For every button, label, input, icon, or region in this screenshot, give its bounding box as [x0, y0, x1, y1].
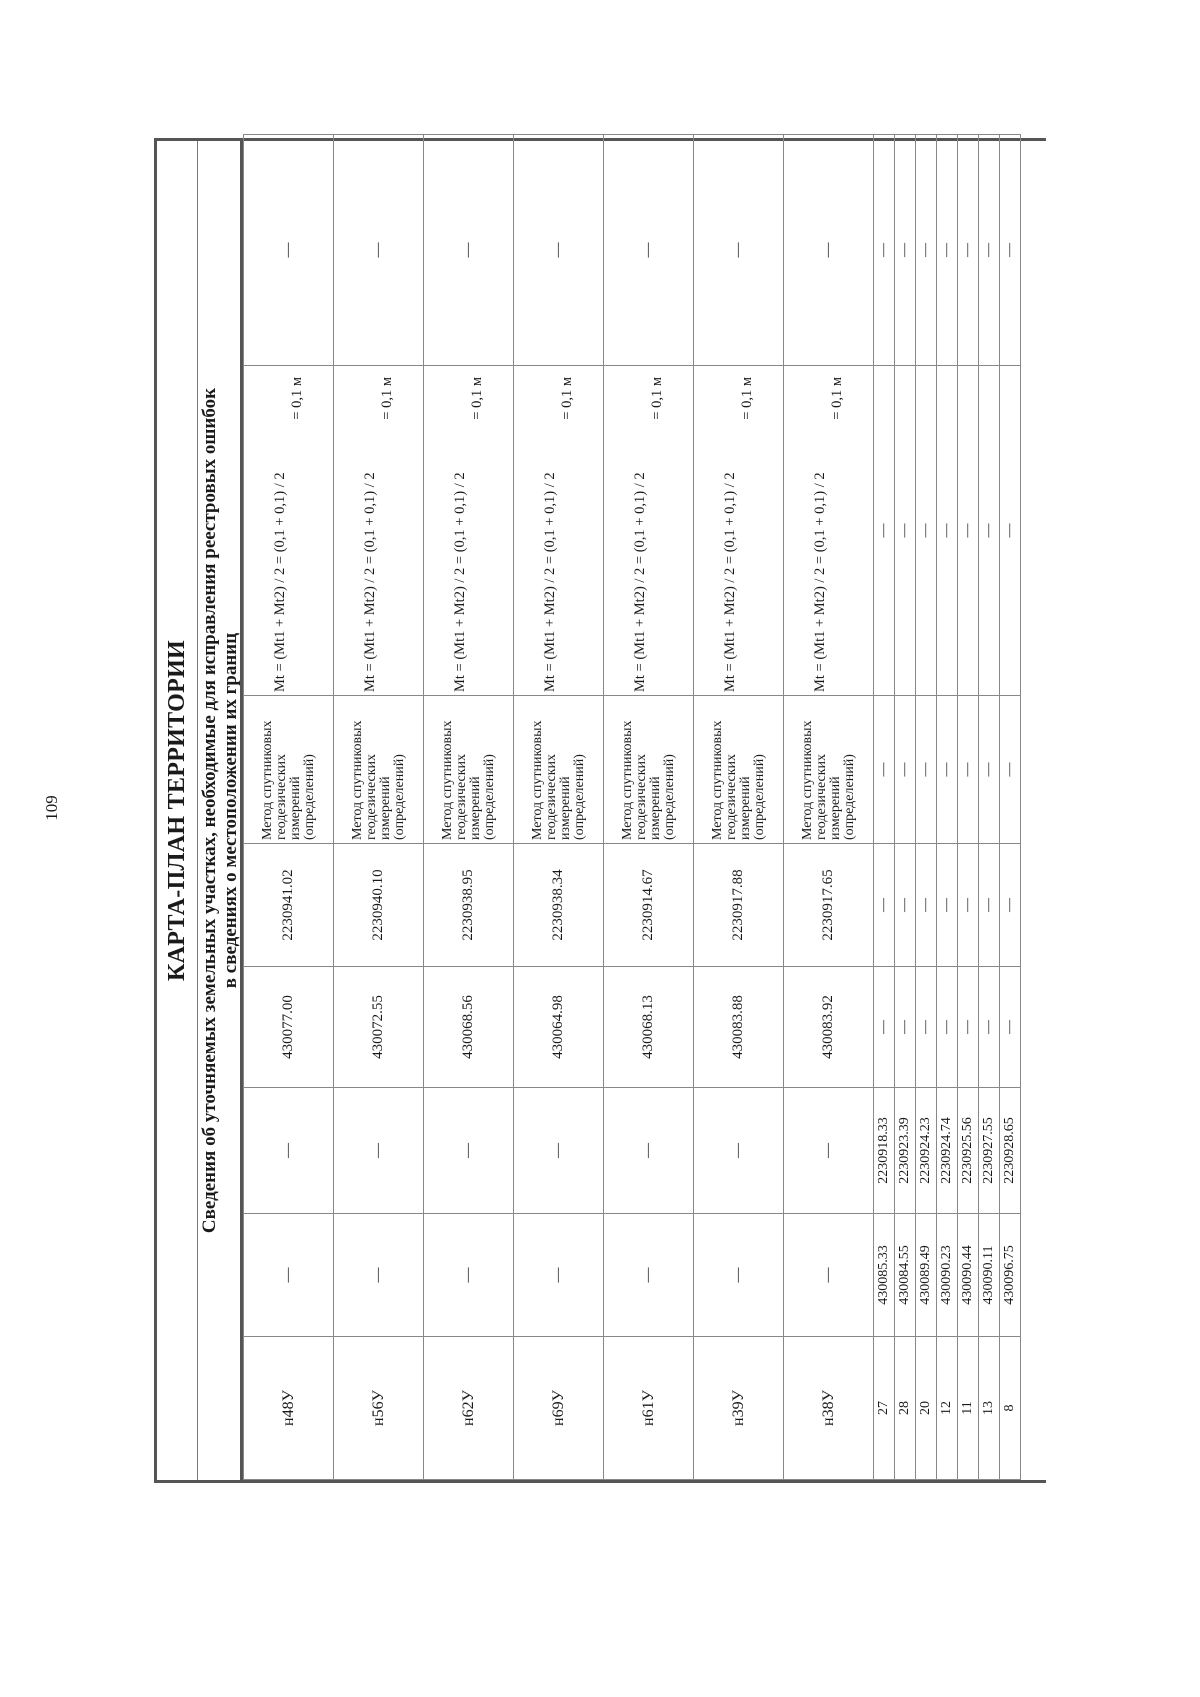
- accuracy-formula-cell: [514, 366, 604, 696]
- extra-cell: —: [334, 135, 424, 366]
- method-cell: Метод спутниковых геодезических измерений (определений): [604, 696, 694, 844]
- extra-cell: —: [895, 135, 916, 366]
- points-table: [243, 134, 1021, 1480]
- table-row: [916, 135, 937, 1480]
- extra-cell: —: [694, 135, 784, 366]
- page-number: 109: [42, 795, 61, 821]
- new-y-cell: 2230941.02: [244, 844, 334, 967]
- old-x-cell: —: [694, 1214, 784, 1337]
- new-x-cell: 430068.56: [424, 967, 514, 1088]
- method-cell: —: [1000, 696, 1021, 844]
- old-x-cell: —: [334, 1214, 424, 1337]
- title-block: [157, 141, 243, 1480]
- old-y-cell: 2230924.74: [937, 1088, 958, 1214]
- new-y-cell: 2230914.67: [604, 844, 694, 967]
- new-y-cell: —: [979, 844, 1000, 967]
- old-x-cell: —: [424, 1214, 514, 1337]
- formula-text: Mt = (Mt1 + Mt2) / 2 = (0,1 + 0,1) / 2: [271, 472, 288, 692]
- new-y-cell: 2230940.10: [334, 844, 424, 967]
- old-y-cell: 2230924.23: [916, 1088, 937, 1214]
- new-y-cell: 2230917.65: [784, 844, 874, 967]
- old-x-cell: 430085.33: [874, 1214, 895, 1337]
- extra-cell: —: [979, 135, 1000, 366]
- old-y-cell: 2230928.65: [1000, 1088, 1021, 1214]
- formula-result: = 0,1 м: [288, 377, 305, 420]
- formula-result: = 0,1 м: [828, 377, 845, 420]
- accuracy-formula-cell: [604, 366, 694, 696]
- page-subtitle: [198, 141, 241, 1480]
- old-y-cell: —: [244, 1088, 334, 1214]
- formula-result: = 0,1 м: [378, 377, 395, 420]
- point-name-cell: 28: [895, 1337, 916, 1480]
- accuracy-formula-cell: [424, 366, 514, 696]
- formula-result: = 0,1 м: [468, 377, 485, 420]
- table-row: [424, 135, 514, 1480]
- formula-text: Mt = (Mt1 + Mt2) / 2 = (0,1 + 0,1) / 2: [451, 472, 468, 692]
- new-y-cell: —: [895, 844, 916, 967]
- method-cell: —: [874, 696, 895, 844]
- new-x-cell: —: [874, 967, 895, 1088]
- table-row: [958, 135, 979, 1480]
- method-cell: —: [916, 696, 937, 844]
- old-y-cell: —: [334, 1088, 424, 1214]
- table-row: [604, 135, 694, 1480]
- method-cell: Метод спутниковых геодезических измерений (определений): [694, 696, 784, 844]
- point-name-cell: 20: [916, 1337, 937, 1480]
- old-x-cell: —: [514, 1214, 604, 1337]
- old-x-cell: —: [244, 1214, 334, 1337]
- new-x-cell: 430064.98: [514, 967, 604, 1088]
- extra-cell: —: [244, 135, 334, 366]
- accuracy-formula-cell: [334, 366, 424, 696]
- point-name-cell: 27: [874, 1337, 895, 1480]
- method-cell: Метод спутниковых геодезических измерений (определений): [514, 696, 604, 844]
- table-row: [874, 135, 895, 1480]
- subtitle-line-2: в сведениях о местоположении их границ: [220, 632, 241, 989]
- page-title: КАРТА-ПЛАН ТЕРРИТОРИИ: [157, 141, 198, 1480]
- document-sheet: [154, 138, 1046, 1483]
- old-x-cell: —: [784, 1214, 874, 1337]
- extra-cell: —: [958, 135, 979, 366]
- point-name-cell: н56У: [334, 1337, 424, 1480]
- table-row: [244, 135, 334, 1480]
- old-y-cell: —: [424, 1088, 514, 1214]
- old-y-cell: 2230918.33: [874, 1088, 895, 1214]
- point-name-cell: н61У: [604, 1337, 694, 1480]
- table-row: [694, 135, 784, 1480]
- old-x-cell: 430090.44: [958, 1214, 979, 1337]
- old-x-cell: 430089.49: [916, 1214, 937, 1337]
- formula-result: = 0,1 м: [648, 377, 665, 420]
- table-row: [895, 135, 916, 1480]
- extra-cell: —: [424, 135, 514, 366]
- old-y-cell: 2230927.55: [979, 1088, 1000, 1214]
- old-y-cell: —: [784, 1088, 874, 1214]
- new-y-cell: —: [874, 844, 895, 967]
- new-x-cell: 430083.92: [784, 967, 874, 1088]
- extra-cell: —: [937, 135, 958, 366]
- point-name-cell: н48У: [244, 1337, 334, 1480]
- old-x-cell: 430090.23: [937, 1214, 958, 1337]
- new-x-cell: 430068.13: [604, 967, 694, 1088]
- table-row: [334, 135, 424, 1480]
- extra-cell: —: [916, 135, 937, 366]
- new-x-cell: 430072.55: [334, 967, 424, 1088]
- method-cell: Метод спутниковых геодезических измерений (определений): [244, 696, 334, 844]
- points-table-body: [244, 135, 1021, 1480]
- formula-text: Mt = (Mt1 + Mt2) / 2 = (0,1 + 0,1) / 2: [631, 472, 648, 692]
- accuracy-formula-cell: —: [979, 366, 1000, 696]
- accuracy-formula-cell: [244, 366, 334, 696]
- table-row: [784, 135, 874, 1480]
- extra-cell: —: [874, 135, 895, 366]
- old-x-cell: 430084.55: [895, 1214, 916, 1337]
- old-y-cell: —: [604, 1088, 694, 1214]
- method-cell: —: [895, 696, 916, 844]
- formula-text: Mt = (Mt1 + Mt2) / 2 = (0,1 + 0,1) / 2: [361, 472, 378, 692]
- old-x-cell: 430090.11: [979, 1214, 1000, 1337]
- new-y-cell: 2230917.88: [694, 844, 784, 967]
- accuracy-formula-cell: —: [874, 366, 895, 696]
- accuracy-formula-cell: —: [916, 366, 937, 696]
- old-x-cell: 430096.75: [1000, 1214, 1021, 1337]
- formula-text: Mt = (Mt1 + Mt2) / 2 = (0,1 + 0,1) / 2: [721, 472, 738, 692]
- new-y-cell: 2230938.34: [514, 844, 604, 967]
- table-row: [979, 135, 1000, 1480]
- method-cell: Метод спутниковых геодезических измерений (определений): [334, 696, 424, 844]
- method-cell: Метод спутниковых геодезических измерений (определений): [784, 696, 874, 844]
- new-y-cell: —: [916, 844, 937, 967]
- subtitle-line-1: Сведения об уточняемых земельных участках, необходимые для исправления реестровых ошибок: [199, 387, 220, 1234]
- point-name-cell: 11: [958, 1337, 979, 1480]
- new-x-cell: —: [916, 967, 937, 1088]
- extra-cell: —: [514, 135, 604, 366]
- point-name-cell: н69У: [514, 1337, 604, 1480]
- accuracy-formula-cell: —: [1000, 366, 1021, 696]
- old-y-cell: —: [694, 1088, 784, 1214]
- method-cell: —: [958, 696, 979, 844]
- method-cell: —: [979, 696, 1000, 844]
- formula-text: Mt = (Mt1 + Mt2) / 2 = (0,1 + 0,1) / 2: [811, 472, 828, 692]
- new-y-cell: —: [958, 844, 979, 967]
- accuracy-formula-cell: [694, 366, 784, 696]
- accuracy-formula-cell: —: [937, 366, 958, 696]
- point-name-cell: 13: [979, 1337, 1000, 1480]
- formula-result: = 0,1 м: [738, 377, 755, 420]
- table-row: [514, 135, 604, 1480]
- new-x-cell: —: [979, 967, 1000, 1088]
- extra-cell: —: [604, 135, 694, 366]
- new-x-cell: —: [937, 967, 958, 1088]
- point-name-cell: н39У: [694, 1337, 784, 1480]
- method-cell: —: [937, 696, 958, 844]
- new-x-cell: —: [895, 967, 916, 1088]
- new-y-cell: —: [937, 844, 958, 967]
- formula-result: = 0,1 м: [558, 377, 575, 420]
- accuracy-formula-cell: —: [958, 366, 979, 696]
- table-row: [1000, 135, 1021, 1480]
- new-y-cell: 2230938.95: [424, 844, 514, 967]
- old-x-cell: —: [604, 1214, 694, 1337]
- extra-cell: —: [784, 135, 874, 366]
- new-x-cell: —: [1000, 967, 1021, 1088]
- point-name-cell: 12: [937, 1337, 958, 1480]
- accuracy-formula-cell: [784, 366, 874, 696]
- method-cell: Метод спутниковых геодезических измерений (определений): [424, 696, 514, 844]
- old-y-cell: —: [514, 1088, 604, 1214]
- new-x-cell: —: [958, 967, 979, 1088]
- point-name-cell: н38У: [784, 1337, 874, 1480]
- old-y-cell: 2230925.56: [958, 1088, 979, 1214]
- accuracy-formula-cell: —: [895, 366, 916, 696]
- point-name-cell: н62У: [424, 1337, 514, 1480]
- new-x-cell: 430077.00: [244, 967, 334, 1088]
- old-y-cell: 2230923.39: [895, 1088, 916, 1214]
- table-row: [937, 135, 958, 1480]
- extra-cell: —: [1000, 135, 1021, 366]
- point-name-cell: 8: [1000, 1337, 1021, 1480]
- formula-text: Mt = (Mt1 + Mt2) / 2 = (0,1 + 0,1) / 2: [541, 472, 558, 692]
- new-x-cell: 430083.88: [694, 967, 784, 1088]
- new-y-cell: —: [1000, 844, 1021, 967]
